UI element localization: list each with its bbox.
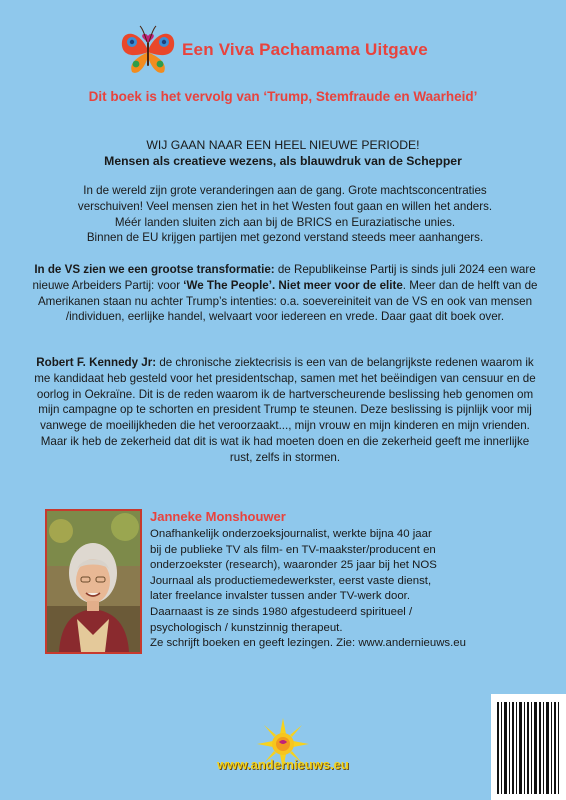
headline-line-2: Mensen als creatieve wezens, als blauwdruk van de Schepper — [104, 154, 462, 168]
bio-line: Ze schrijft boeken en geeft lezingen. Zie: www.andernieuws.eu — [150, 637, 466, 650]
bio-line: onderzoekster (research), waaronder 25 jaar bij het NOS — [150, 559, 437, 572]
rfk-quote-paragraph — [30, 355, 540, 466]
bio-line: bij de publieke TV als film- en TV-maakster/producent en — [150, 543, 436, 556]
intro-line: verschuiven! Veel mensen zien het in het Westen fout gaan en willen het anders. — [77, 199, 493, 213]
headline-line-1: WIJ GAAN NAAR EEN HEEL NIEUWE PERIODE! — [146, 138, 420, 152]
intro-line: In de wereld zijn grote veranderingen aan de gang. Grote machtsconcentraties — [83, 184, 487, 197]
rfk-text: de chronische ziektecrisis is een van de belangrijkste redenen waarom ik me kandidaat heb gesteld voor het presidentschap, samen met het beëindigen van censuur en de oorlog in Oekraïne. Dit is de reden waarom ik de hartverscheurende beslissing heb genomen om mijn campagne op te schorten en president Trump te steunen. Deze beslissing is pijnlijk voor mij vanwege de moeilijkheden die het veroorzaakt..., mijn vrouw en mijn kinderen en mijn vrienden. Maar ik heb de zekerheid dat dit is wat ik had moeten doen en die zekerheid geeft me innerlijke rust, zelfs in stormen. — [34, 356, 536, 464]
intro-line: Méér landen sluiten zich aan bij de BRICS en Euraziatische unies. — [114, 215, 456, 229]
author-name: Janneke Monshouwer — [150, 509, 286, 524]
headline-block — [0, 137, 566, 169]
author-bio — [150, 527, 550, 652]
bio-line: psychologisch / kunstzinnig therapeut. — [150, 621, 343, 634]
us-lead: In de VS zien we een grootse transformatie: — [34, 263, 275, 276]
sequel-subtitle: Dit boek is het vervolg van ‘Trump, Stemfraude en Waarheid’ — [88, 89, 478, 104]
us-transformation-paragraph — [30, 262, 540, 325]
bio-line: Daarnaast is ze sinds 1980 afgestudeerd spiritueel / — [150, 605, 413, 618]
barcode-icon — [491, 694, 566, 800]
us-text-b: . Meer dan de helft van de Amerikanen staan nu achter Trump’s intenties: o.a. soevereiniteit van de VS en ook van mensen /individuen, eerlijke handel, welvaart voor iedereen en vrede. Daar gaat dit boek over. — [37, 278, 538, 324]
we-the-people-quote: ‘We The People’. Niet meer voor de elite — [183, 278, 403, 292]
bio-line: Onafhankelijk onderzoeksjournalist, werkte bijna 40 jaar — [150, 528, 432, 540]
intro-line: Binnen de EU krijgen partijen met gezond verstand steeds meer aanhangers. — [86, 231, 484, 245]
bio-line: later freelance invalster tussen ander TV-werk door. — [150, 590, 411, 603]
website-link: www.andernieuws.eu — [217, 757, 349, 772]
publisher-title: Een Viva Pachamama Uitgave — [182, 40, 428, 59]
intro-paragraph — [30, 183, 540, 246]
rfk-lead: Robert F. Kennedy Jr: — [36, 356, 157, 369]
author-portrait — [45, 509, 142, 654]
butterfly-logo-icon — [118, 24, 178, 76]
bio-line: Journaal als productiemedewerkster, eerst vaste dienst, — [150, 574, 432, 587]
us-text-a: de Republikeinse Partij is sinds juli 2024 een ware nieuwe Arbeiders Partij: voor — [32, 263, 536, 292]
